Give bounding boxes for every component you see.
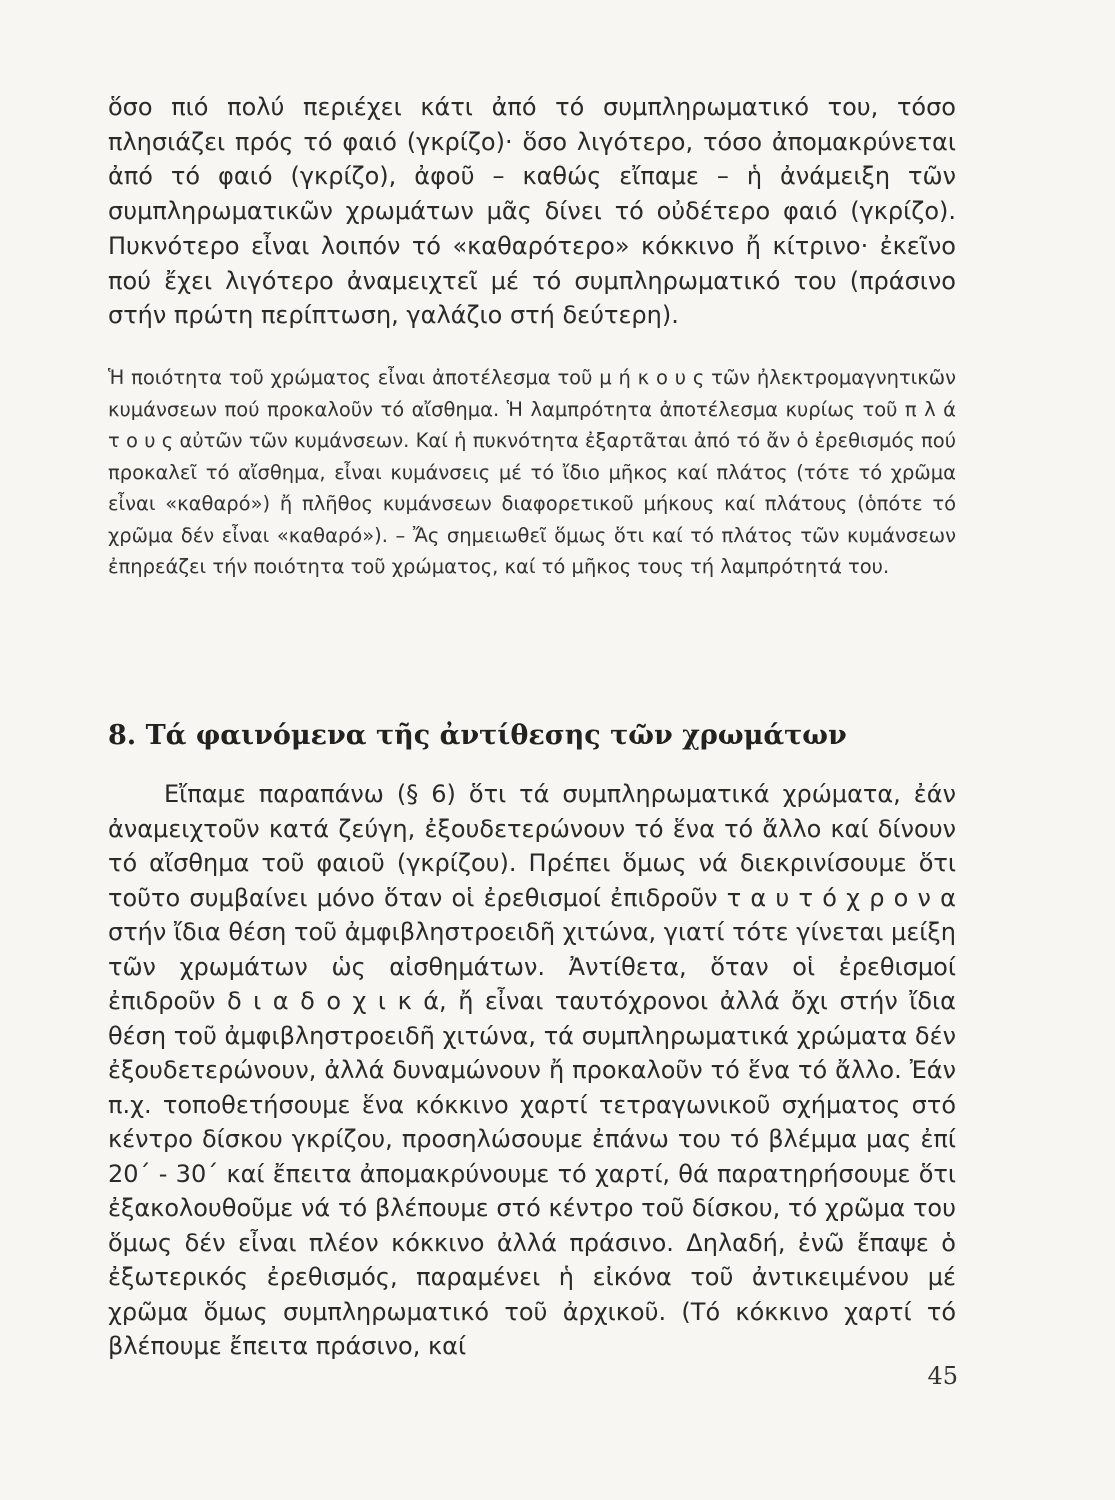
page-number: 45 — [927, 1362, 958, 1390]
paragraph-1: ὅσο πιό πολύ περιέχει κάτι ἀπό τό συμπληρωματικό του, τόσο πλησιάζει πρός τό φαιό (γκρίζο)· ὅσο λιγότερο, τόσο ἀπομακρύνεται ἀπό τό φαιό (γκρίζο), ἀφοῦ – καθώς εἴπαμε – ἡ ἀνάμειξη τῶν συμπληρωματικῶν χρωμάτων μᾶς δίνει τό οὐδέτερο φαιό (γκρίζο). Πυκνότερο εἶναι λοιπόν τό «καθαρότερο» κόκκινο ἤ κίτρινο· ἐκεῖνο πού ἔχει λιγότερο ἀναμειχτεῖ μέ τό συμπληρωματικό του (πράσινο στήν πρώτη περίπτωση, γαλάζιο στή δεύτερη). — [108, 93, 956, 330]
section-heading: 8. Τά φαινόμενα τῆς ἀντίθεσης τῶν χρωμάτων — [108, 720, 847, 751]
paragraph-2: Εἴπαμε παραπάνω (§ 6) ὅτι τά συμπληρωματικά χρώματα, ἐάν ἀναμειχτοῦν κατά ζεύγη, ἐξουδετερώνουν τό ἕνα τό ἄλλο καί δίνουν τό αἴσθημα τοῦ φαιοῦ (γκρίζου). Πρέπει ὅμως νά διεκρινίσουμε ὅτι τοῦτο συμβαίνει μόνο ὅταν οἱ ἐρεθισμοί ἐπιδροῦν τ α υ τ ό χ ρ ο ν α στήν ἴδια θέση τοῦ ἀμφιβληστροειδῆ χιτώνα, γιατί τότε γίνεται μείξη τῶν χρωμάτων ὡς αἰσθημάτων. Ἀντίθετα, ὅταν οἱ ἐρεθισμοί ἐπιδροῦν δ ι α δ ο χ ι κ ά, ἤ εἶναι ταυτόχρονοι ἀλλά ὄχι στήν ἴδια θέση τοῦ ἀμφιβληστροειδῆ χιτώνα, τά συμπληρωματικά χρώματα δέν ἐξουδετερώνουν, ἀλλά δυναμώνουν ἤ προκαλοῦν τό ἕνα τό ἄλλο. Ἐάν π.χ. τοποθετήσουμε ἕνα κόκκινο χαρτί τετραγωνικοῦ σχήματος στό κέντρο δίσκου γκρίζου, προσηλώσουμε ἐπάνω του τό βλέμμα μας ἐπί 20΄ - 30΄ καί ἔπειτα ἀπομακρύνουμε τό χαρτί, θά παρατηρήσουμε ὅτι ἐξακολουθοῦμε νά τό βλέπουμε στό κέντρο τοῦ δίσκου, τό χρῶμα του ὅμως δέν εἶναι πλέον κόκκινο ἀλλά πράσινο. Δηλαδή, ἐνῶ ἔπαψε ὁ ἐξωτερικός ἐρεθισμός, παραμένει ἡ εἰκόνα τοῦ ἀντικειμένου μέ χρῶμα ὅμως συμπληρωματικό τοῦ ἀρχικοῦ. (Τό κόκκινο χαρτί τό βλέπουμε ἔπειτα πράσινο, καί — [108, 780, 956, 1360]
footnote-paragraph: Ἡ ποιότητα τοῦ χρώματος εἶναι ἀποτέλεσμα τοῦ μ ή κ ο υ ς τῶν ἠλεκτρομαγνητικῶν κυμάνσεων πού προκαλοῦν τό αἴσθημα. Ἡ λαμπρότητα ἀποτέλεσμα κυρίως τοῦ π λ ά τ ο υ ς αὐτῶν τῶν κυμάνσεων. Καί ἡ πυκνότητα ἐξαρτᾶται ἀπό τό ἄν ὁ ἐρεθισμός πού προκαλεῖ τό αἴσθημα, εἶναι κυμάνσεις μέ τό ἴδιο μῆκος καί πλάτος (τότε τό χρῶμα εἶναι «καθαρό») ἤ πλῆθος κυμάνσεων διαφορετικοῦ μήκους καί πλάτους (ὁπότε τό χρῶμα δέν εἶναι «καθαρό»). – Ἄς σημειωθεῖ ὅμως ὅτι καί τό πλάτος τῶν κυμάνσεων ἐπηρεάζει τήν ποιότητα τοῦ χρώματος, καί τό μῆκος τους τή λαμπρότητά του. — [108, 366, 956, 578]
